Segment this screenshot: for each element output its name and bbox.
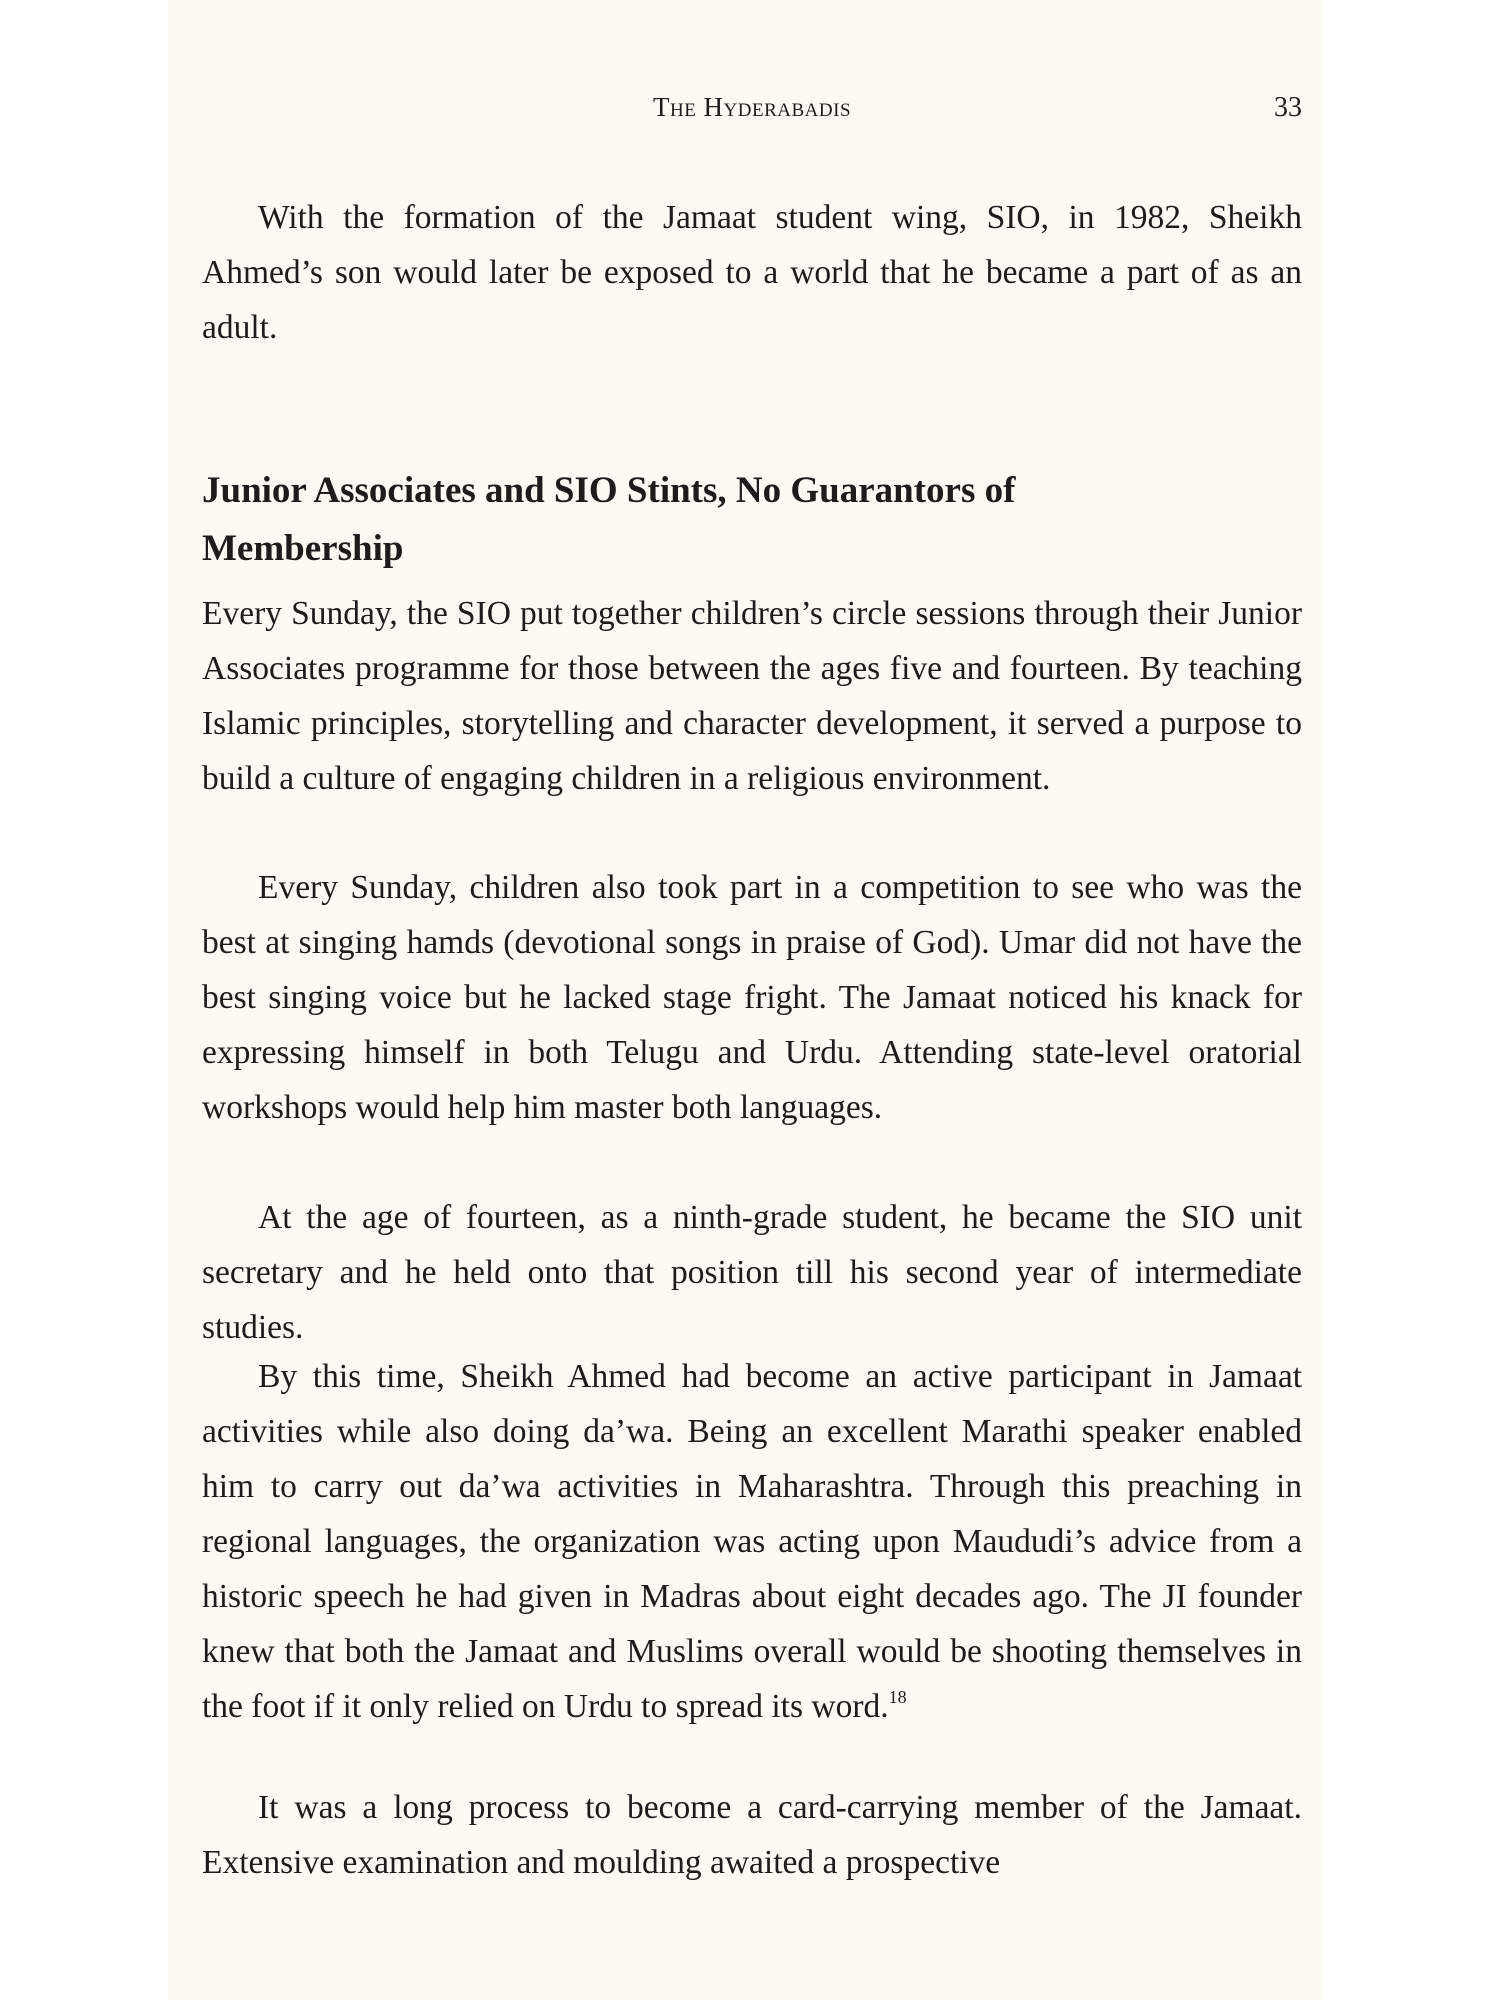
paragraph-junior-associates: Every Sunday, the SIO put together children’s circle sessions through their Junior Associates programme for those between the ages five and fourteen. By teaching Islamic principles, storytelling and character development, it served a purpose to build a culture of engaging children in a religious environment.	[202, 595, 1302, 797]
paragraph-membership-process: It was a long process to become a card-carrying member of the Jamaat. Extensive examination and moulding awaited a prospective	[202, 1789, 1302, 1881]
footnote-marker: 18	[888, 1687, 907, 1707]
section-heading: Junior Associates and SIO Stints, No Guarantors of Membership	[202, 470, 1016, 569]
paragraph-dawa-activities	[202, 1349, 1302, 1734]
paragraph-singing-competition: Every Sunday, children also took part in a competition to see who was the best at singing hamds (devotional songs in praise of God). Umar did not have the best singing voice but he lacked stage fright. The Jamaat noticed his knack for expressing himself in both Telugu and Urdu. Attending state-level oratorial workshops would help him master both languages.	[202, 869, 1302, 1126]
running-header	[202, 92, 1302, 132]
book-page	[168, 0, 1322, 2000]
paragraph-dawa-text: By this time, Sheikh Ahmed had become an active participant in Jamaat activities while also doing da’wa. Being an excellent Marathi speaker enabled him to carry out da’wa activities in Maharashtra. Through this preaching in regional languages, the organization was acting upon Maududi’s advice from a historic speech he had given in Madras about eight decades ago. The JI founder knew that both the Jamaat and Muslims overall would be shooting themselves in the foot if it only relied on Urdu to spread its word.	[202, 1358, 1302, 1725]
running-title: The Hyderabadis	[652, 92, 852, 122]
intro-paragraph: With the formation of the Jamaat student wing, SIO, in 1982, Sheikh Ahmed’s son would later be exposed to a world that he became a part of as an adult.	[202, 199, 1302, 346]
page-number: 33	[1274, 92, 1302, 123]
paragraph-sio-secretary: At the age of fourteen, as a ninth-grade student, he became the SIO unit secretary and he held onto that position till his second year of intermediate studies.	[202, 1199, 1302, 1346]
